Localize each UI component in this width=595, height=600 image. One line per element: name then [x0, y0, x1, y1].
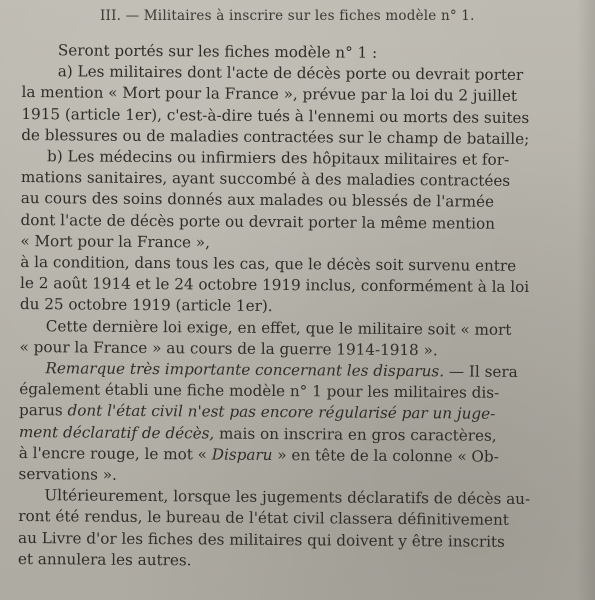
cette-line: Cette dernière loi exige, en effet, que le militaire soit « mort	[45, 316, 512, 339]
remarque-text: » en tête de la colonne « Ob-	[272, 445, 499, 466]
ulterieurement-line: Ultérieurement, lorsque les jugements déclaratifs de décès au-	[44, 486, 531, 509]
cette-line: « pour la France » au cours de la guerre 1914-1918 ».	[19, 337, 438, 360]
para-b-line: au cours des soins donnés aux malades ou blessés de l'armée	[20, 189, 495, 212]
para-a-line: 1915 (article 1er), c'est-à-dire tués à l'ennemi ou morts des suites	[21, 104, 530, 127]
ulterieurement-line: au Livre d'or les fiches des militaires qui doivent y être inscrits	[18, 528, 505, 551]
body-text	[18, 40, 578, 574]
remarque-italic: ment déclaratif de décès,	[18, 422, 215, 443]
page-edge-shadow	[577, 0, 595, 600]
remarque-text: mais on inscrira en gros caractères,	[214, 424, 497, 445]
remarque-text: parus	[19, 401, 68, 420]
remarque-line: servations ».	[18, 465, 117, 484]
para-b-line: dont l'acte de décès porte ou devrait porter la même mention	[20, 210, 496, 233]
remarque-title: Remarque très importante concernant les disparus.	[45, 359, 445, 381]
remarque-italic: dont l'état civil n'est pas encore régularisé par un juge-	[67, 401, 496, 424]
para-b-line: b) Les médecins ou infirmiers des hôpitaux militaires et for-	[47, 147, 510, 169]
para-a-line: a) Les militaires dont l'acte de décès porte ou devrait porter	[57, 62, 524, 85]
para-b-line: mations sanitaires, ayant succombé à des maladies contractées	[20, 168, 511, 191]
ulterieurement-line: et annulera les autres.	[17, 549, 192, 570]
condition-line: du 25 octobre 1919 (article 1er).	[19, 295, 273, 316]
remarque-text: — Il sera	[444, 362, 518, 381]
para-b-line: « Mort pour la France »,	[20, 231, 211, 252]
remarque-line: également établi une fiche modèle n° 1 pour les militaires dis-	[19, 380, 500, 403]
condition-line: le 2 août 1914 et le 24 octobre 1919 inclus, conformément à la loi	[20, 274, 530, 297]
para-a-line: de blessures ou de maladies contractées sur le champ de bataille;	[21, 125, 530, 148]
section-heading: III. — Militaires à inscrire sur les fiches modèle n° 1.	[100, 8, 475, 24]
condition-line: à la condition, dans tous les cas, que le décès soit survenu entre	[20, 253, 517, 275]
intro-line: Seront portés sur les fiches modèle n° 1 :	[57, 41, 378, 62]
ulterieurement-line: ront été rendus, le bureau de l'état civil classera définitivement	[18, 507, 509, 530]
para-a-line: la mention « Mort pour la France », prévue par la loi du 2 juillet	[21, 83, 518, 106]
remarque-text: à l'encre rouge, le mot «	[18, 443, 212, 464]
remarque-italic: Disparu	[211, 445, 273, 464]
